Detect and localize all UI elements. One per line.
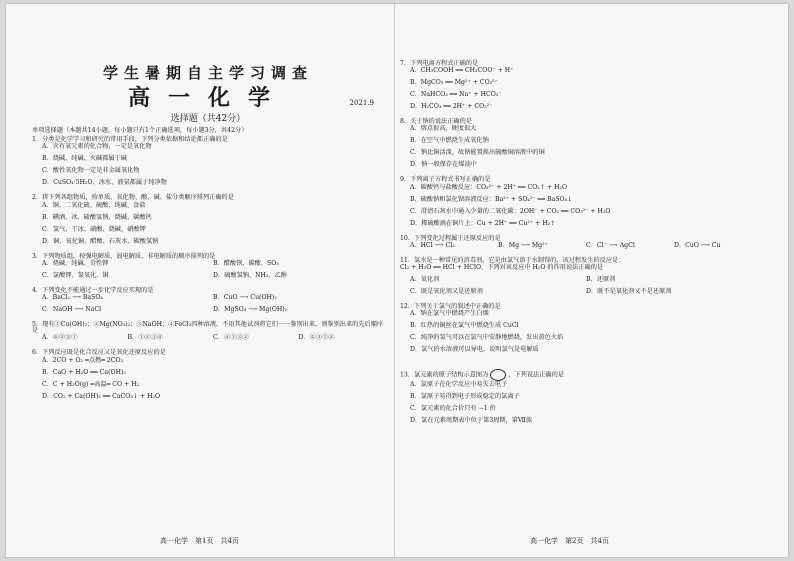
option: C．氯酸钾、氢氧化、铜	[42, 271, 109, 279]
exam-date: 2021.9	[349, 99, 374, 107]
option: C．Cl⁻ ⟶ AgCl	[586, 241, 635, 249]
option: A．BaCl₂ ⟶ BaSO₄	[42, 294, 103, 302]
option: D．H₂CO₃ ══ 2H⁺ + CO₃²⁻	[410, 103, 493, 111]
option: D．CuO ⟶ Cu	[674, 241, 721, 249]
option: B．CuO ⟶ Cu(OH)₂	[213, 294, 277, 302]
option: A．④②③①	[42, 334, 78, 342]
subject-title	[32, 87, 384, 109]
option: C．氯元素的化合价只有 −1 价	[410, 405, 496, 413]
option-row	[42, 335, 384, 347]
option: D．氯气的水溶液可以导电，说明氯气是电解质	[410, 346, 539, 354]
instructions: 单项选择题（本题共14小题，每小题只有1个正确选项，每小题3分，共42分）	[32, 127, 248, 134]
option: D．CuSO₄·5H₂O、冰水、液氨都属于纯净物	[42, 179, 167, 187]
question: 4．下列变化不能通过一步化学反应实现的是	[32, 286, 154, 294]
question: 5．现有①Cu(OH)₂；②Mg(NO₃)₂；③NaOH；④FeCl₃四种溶液，不用其他试剂将它们一一鉴别出来，则鉴别出来的先后顺序是	[32, 321, 384, 335]
option: C．C + H₂O(g) ═高温═ CO + H₂	[42, 380, 140, 388]
option: C．既是氧化剂又是还原剂	[410, 288, 483, 296]
subject-label: 高一化学	[127, 85, 288, 111]
page-footer-right: 高一化学 第2页 共4页	[530, 537, 609, 545]
option: B．Mg ⟶ Mg²⁺	[498, 241, 548, 249]
option: A．烧碱、纯碱、苛性钾	[42, 259, 109, 267]
option: C．酸性氧化物一定是非金属氧化物	[42, 167, 140, 175]
option: A．氯原子在化学反应中易失去电子	[410, 381, 508, 389]
option: D．既不是氧化剂又不是还原剂	[586, 288, 672, 296]
option: D．④③①②	[298, 334, 335, 342]
page-footer-left: 高一化学 第1页 共4页	[160, 537, 239, 545]
option: A．2CO + O₂ ═点燃═ 2CO₂	[42, 356, 124, 364]
option: B．MgCO₃ ══ Mg²⁺ + CO₃²⁻	[410, 79, 498, 87]
question	[400, 369, 762, 381]
option-row	[410, 243, 762, 255]
option: C．NaHCO₃ ══ Na⁺ + HCO₃⁻	[410, 91, 502, 99]
option: A．熔点很高，硬度很大	[410, 125, 477, 133]
question: 3．下列物质组，按强电解质、弱电解质、非电解质的顺序排列的是	[32, 252, 216, 260]
option: C．氢气、干冰、硝酸、烧碱、硝酸钾	[42, 225, 146, 233]
option: A．碳酸钙与盐酸反应：CO₃²⁻ + 2H⁺ ══ CO₂↑ + H₂O	[410, 183, 568, 191]
page-divider	[394, 4, 395, 557]
option: B．氯原子易得到电子形成稳定的氯离子	[410, 393, 520, 401]
question: 11．氢水是一种常见的消毒剂，它是由氯气溶于水制得的，该过程发生的反应是：	[400, 256, 625, 264]
option: A．含有氧元素的化合物，一定是氧化物	[42, 143, 152, 151]
option: B．还原剂	[586, 276, 616, 284]
exam-title: 学生暑期自主学习调查	[102, 64, 313, 82]
option: D．氯在元素周期表中位于第3周期，第Ⅶ族	[410, 417, 533, 425]
question: 2．将下列各组物质，按单质、氧化物、酸、碱、盐分类顺序排列正确的是	[32, 194, 234, 202]
option: A．铜、二氧化硫、硫酸、纯碱、食盐	[42, 201, 146, 209]
option: B．烧碱、纯碱、火碱都属于碱	[42, 155, 127, 163]
option: D．铜、氧化铜、醋酸、石灰水、碳酸氢钠	[42, 237, 159, 245]
option: B．红热的铜丝在氯气中燃烧生成 CuCl	[410, 322, 519, 330]
option-row	[42, 273, 384, 285]
question-stem: 13．氯元素的原子结构示意图为	[400, 371, 489, 379]
left-page	[32, 58, 384, 406]
option: B．①②③④	[127, 334, 163, 342]
option: C．澄清石灰水中通入少量的二氧化碳：2OH⁻ + CO₂ ══ CO₃²⁻ + H₂O	[410, 207, 611, 215]
option: D．CO₂ + Ca(OH)₂ ══ CaCO₃↓ + H₂O	[42, 392, 161, 400]
option: C．纯净的氢气可以在氯气中安静地燃烧，发出黄色火焰	[410, 334, 564, 342]
option-row	[410, 289, 762, 301]
option: D．钠一般保存在煤油中	[410, 161, 477, 169]
option-row	[42, 307, 384, 319]
option: D．MgSO₄ ⟶ Mg(OH)₂	[213, 306, 288, 314]
question-continuation: Cl₂ + H₂O ══ HCl + HClO，下列对该反应中 H₂O 的作用说法正确的是	[400, 264, 604, 272]
question: 10．下列变化过程属于还原反应的是	[400, 234, 501, 242]
question: 9．下列离子方程式书写正确的是	[400, 176, 491, 184]
option: A．HCl ⟶ Cl₂	[410, 241, 455, 249]
question: 12．下列关于氯气的叙述中正确的是	[400, 303, 501, 311]
option: B．CaO + H₂O ══ Ca(OH)₂	[42, 368, 126, 376]
question: 6．下列反应既是化合反应又是氧化还原反应的是	[32, 349, 166, 357]
option: C．NaOH ⟶ NaCl	[42, 306, 102, 314]
option: B．硫酸钠和氯化钡溶液反应：Ba²⁺ + SO₄²⁻ ══ BaSO₄↓	[410, 195, 573, 203]
option: B．碘酒、冰、硫酸氢钠、烧碱、碳酸钙	[42, 213, 152, 221]
question-stem-tail: ，下列说法正确的是	[508, 371, 564, 379]
option: B．在空气中燃烧生成氧化钠	[410, 137, 489, 145]
option: D．稀硫酸滴在铜片上：Cu + 2H⁺ ══ Cu²⁺ + H₂↑	[410, 219, 556, 227]
option: C．④①③②	[213, 334, 249, 342]
question: 8．关于钠的说法正确的是	[400, 118, 472, 126]
question: 1．分类是化学学习和研究的常用手段，下列分类依据和结论都正确的是	[32, 136, 228, 144]
question: 7．下列电离方程式正确的是	[400, 60, 479, 67]
option: A．CH₃COOH ══ CH₃COO⁻ + H⁺	[410, 67, 514, 75]
option: A．钠在氯气中燃烧产生白烟	[410, 310, 489, 318]
option: B．醋酸钡、碳酸、SO₃	[213, 259, 279, 267]
right-page	[400, 58, 762, 430]
option-row	[42, 261, 384, 273]
atom-structure-icon	[490, 369, 506, 381]
section-heading: 选择题（共42分）	[170, 114, 246, 124]
option: A．氧化剂	[410, 276, 440, 284]
option: C．钠比铜活泼，故钠能置换出硫酸铜溶液中的铜	[410, 149, 545, 157]
option: D．硫酸氢钠、NH₃、乙醇	[213, 271, 287, 279]
